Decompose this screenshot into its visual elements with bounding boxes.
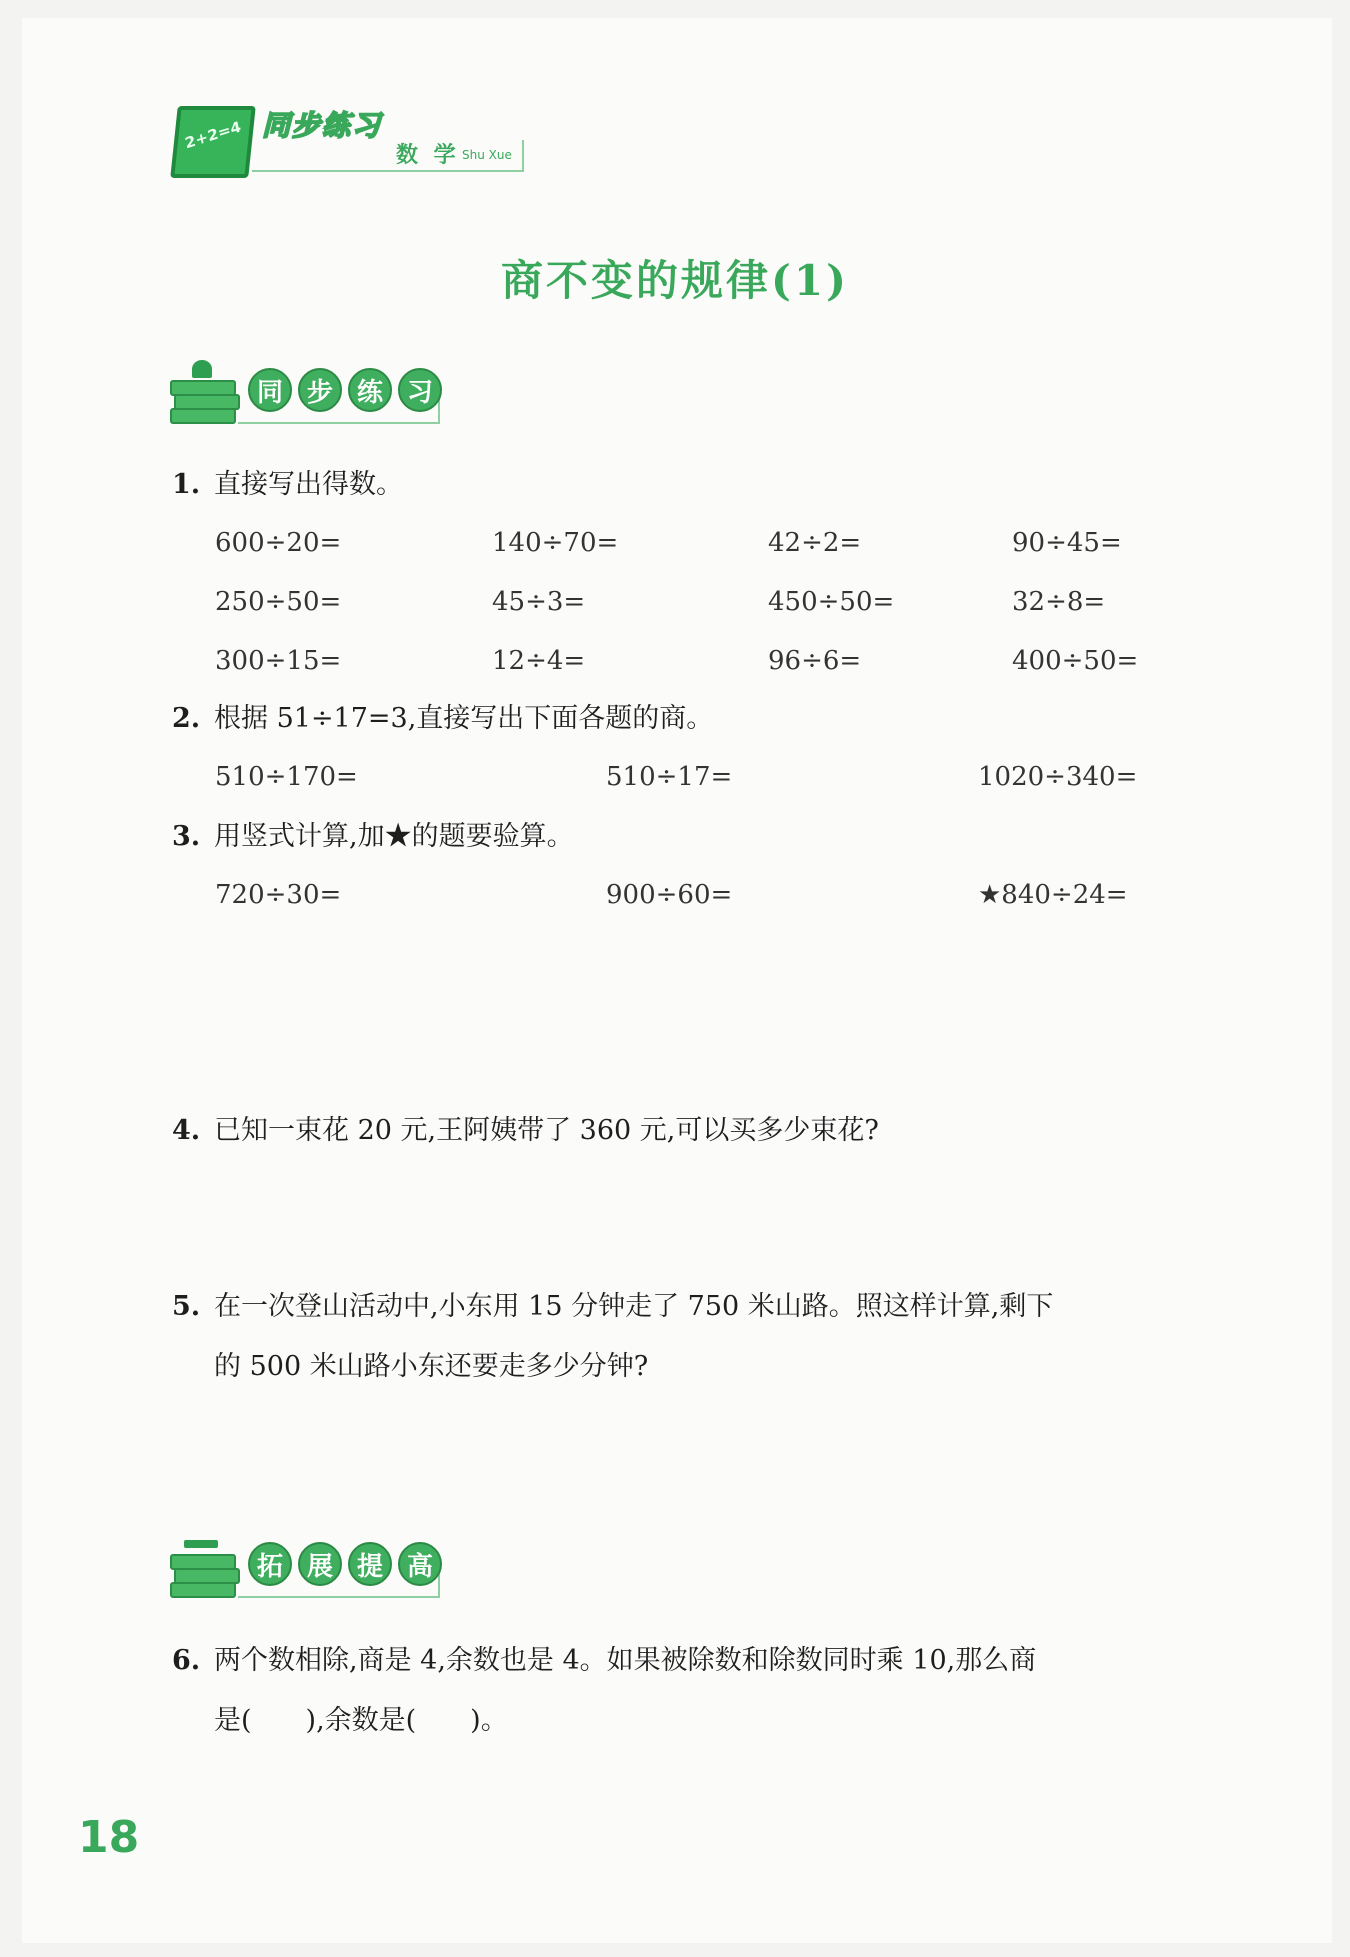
expression: 96÷6= (768, 646, 862, 676)
section-char: 步 (298, 368, 342, 412)
expression: 45÷3= (492, 587, 586, 617)
question-text-line2: 的 500 米山路小东还要走多少分钟? (214, 1351, 649, 1382)
expression: 450÷50= (768, 587, 895, 617)
expression: 250÷50= (215, 587, 342, 617)
section-extension (170, 1530, 460, 1610)
graduation-books-icon (170, 1548, 234, 1594)
section-char: 提 (348, 1542, 392, 1586)
blackboard-icon (170, 106, 256, 178)
expression: 400÷50= (1012, 646, 1139, 676)
page-number: 18 (78, 1812, 140, 1863)
expression: 140÷70= (492, 528, 619, 558)
expression: 1020÷340= (978, 762, 1138, 792)
question-number: 6. (172, 1645, 201, 1676)
header-badge (170, 98, 530, 184)
question-text: 两个数相除,商是 4,余数也是 4。如果被除数和除数同时乘 10,那么商 (214, 1645, 1037, 1676)
question-text: 在一次登山活动中,小东用 15 分钟走了 750 米山路。照这样计算,剩下 (214, 1291, 1054, 1322)
question-text: 用竖式计算,加★的题要验算。 (214, 821, 574, 852)
question-number: 3. (172, 821, 201, 852)
question-1 (172, 468, 403, 502)
board-text: 2+2=4 (183, 117, 243, 153)
expression: 32÷8= (1012, 587, 1106, 617)
page-title: 商不变的规律(1) (501, 256, 849, 305)
expression: 900÷60= (606, 880, 733, 910)
subject-label: 数 学 (396, 143, 460, 168)
expression: 600÷20= (215, 528, 342, 558)
question-text: 已知一束花 20 元,王阿姨带了 360 元,可以买多少束花? (214, 1115, 879, 1146)
question-number: 2. (172, 703, 201, 734)
question-text: 根据 51÷17=3,直接写出下面各题的商。 (214, 703, 714, 734)
section-char: 练 (348, 368, 392, 412)
question-number: 4. (172, 1115, 201, 1146)
question-5 (172, 1290, 1053, 1324)
section-sync-practice (170, 356, 460, 436)
question-text: 直接写出得数。 (214, 469, 403, 500)
question-4 (172, 1114, 879, 1148)
section-char: 拓 (248, 1542, 292, 1586)
question-2 (172, 702, 713, 736)
books-icon (170, 374, 234, 420)
question-3 (172, 820, 574, 854)
expression: 720÷30= (215, 880, 342, 910)
section-char: 展 (298, 1542, 342, 1586)
subject-pinyin: Shu Xue (462, 148, 512, 162)
section-char: 同 (248, 368, 292, 412)
expression: 12÷4= (492, 646, 586, 676)
expression: ★840÷24= (978, 880, 1128, 910)
question-number: 1. (172, 469, 201, 500)
series-title: 同步练习 (262, 109, 383, 142)
section-char: 习 (398, 368, 442, 412)
question-text-line2: 是( ),余数是( )。 (214, 1705, 508, 1736)
expression: 42÷2= (768, 528, 862, 558)
expression: 510÷170= (215, 762, 358, 792)
expression: 510÷17= (606, 762, 733, 792)
expression: 300÷15= (215, 646, 342, 676)
expression: 90÷45= (1012, 528, 1122, 558)
question-number: 5. (172, 1291, 201, 1322)
section-char: 高 (398, 1542, 442, 1586)
question-6 (172, 1644, 1036, 1678)
